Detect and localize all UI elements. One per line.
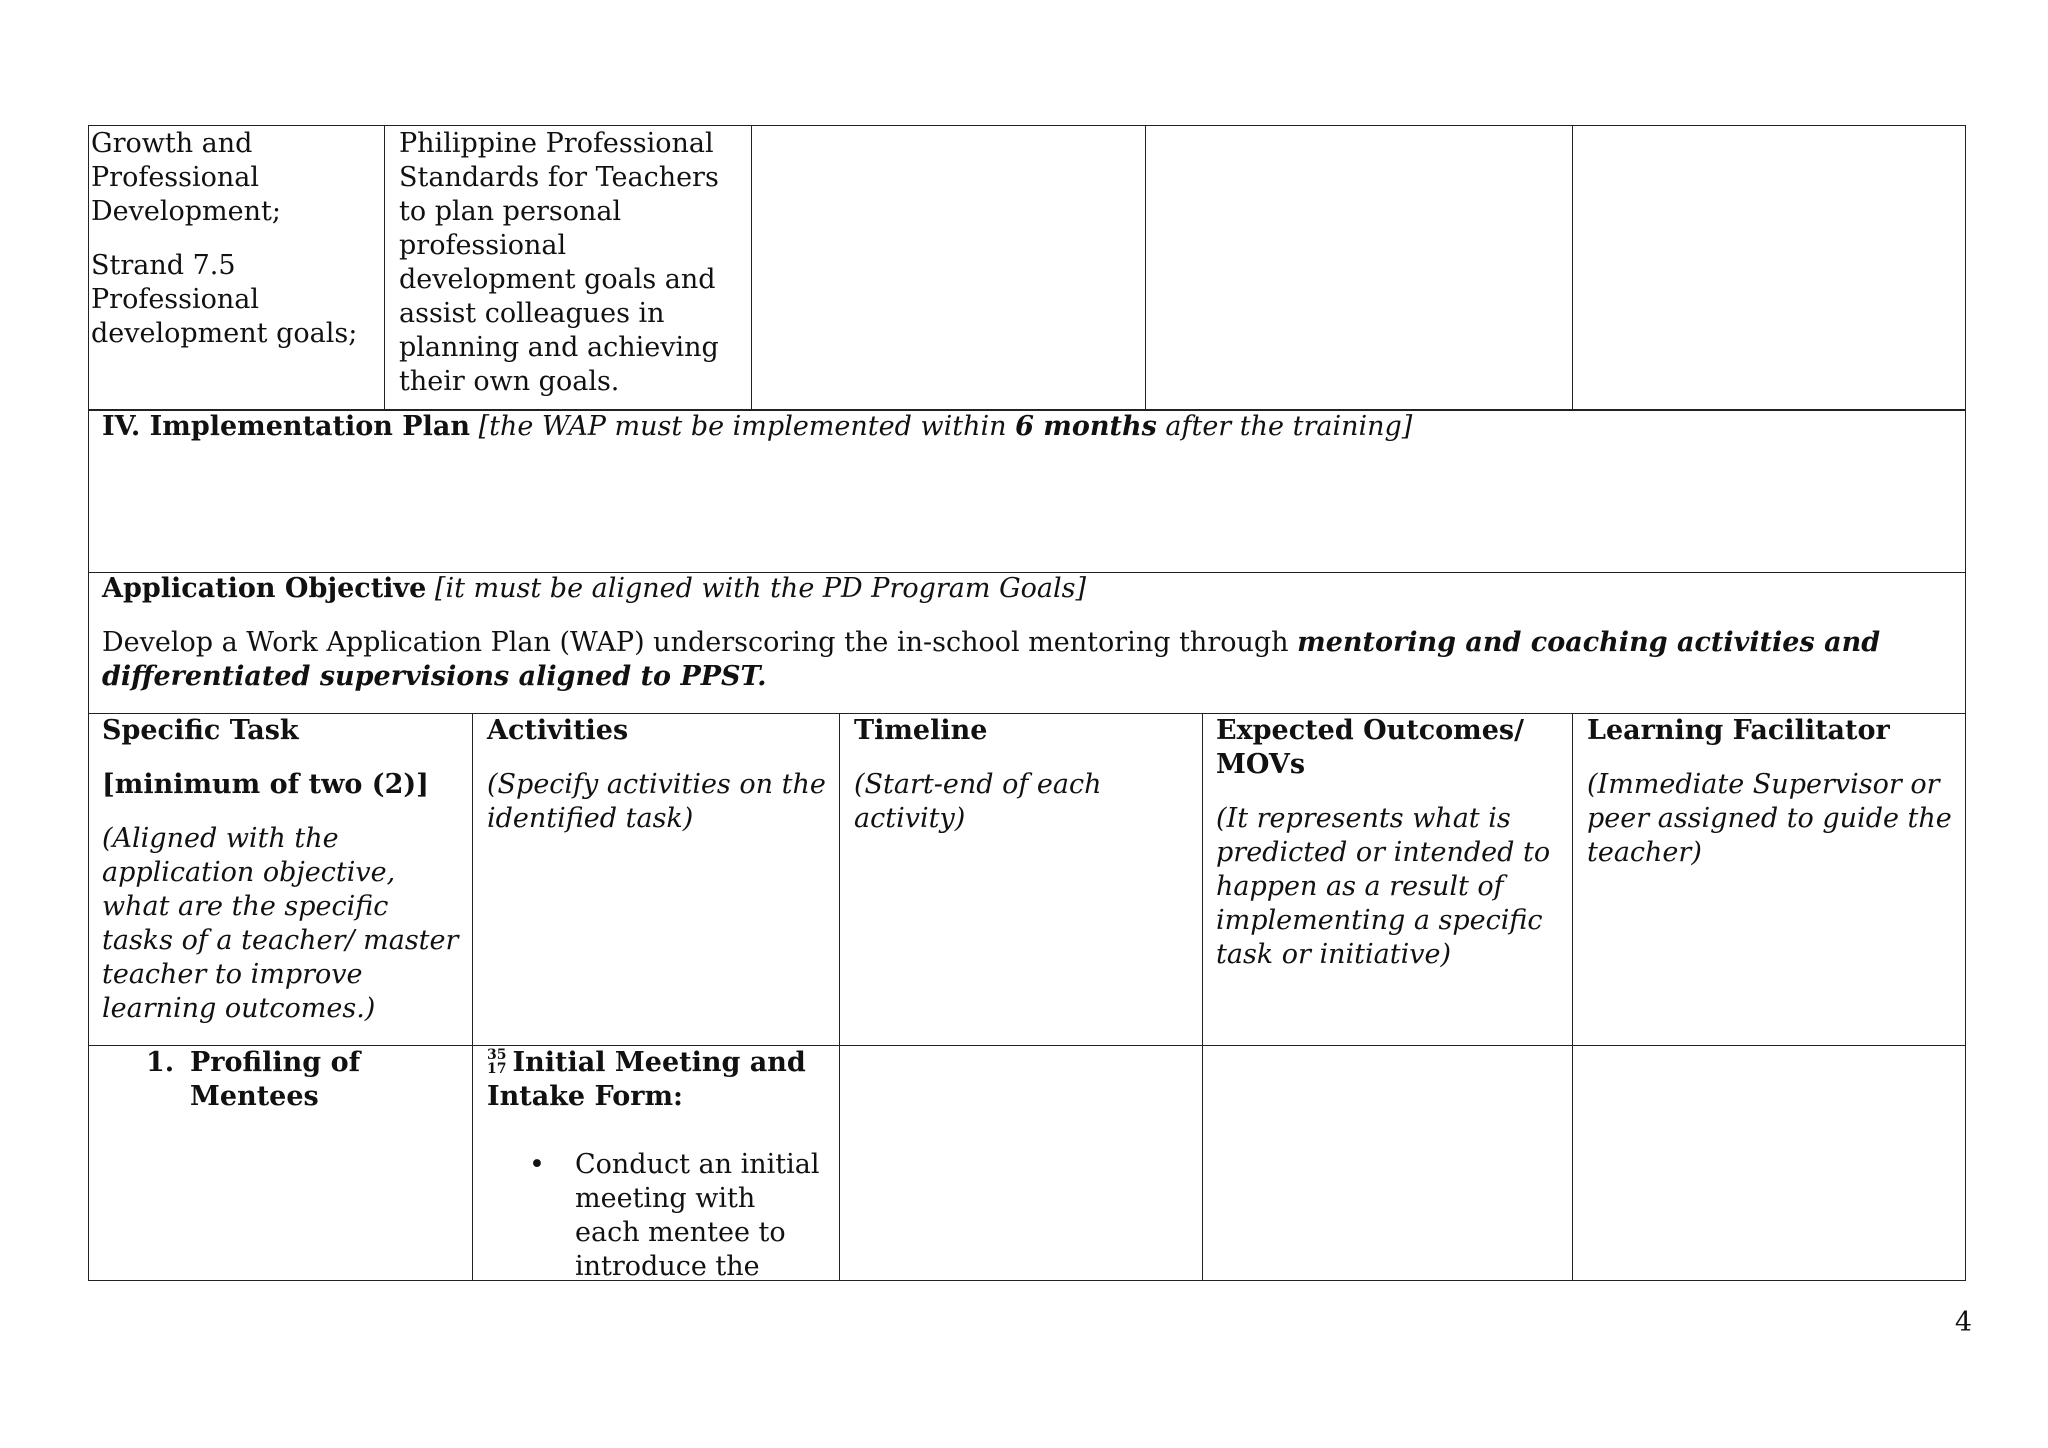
implementation-note: [the WAP must be implemented within	[478, 411, 1007, 442]
table-top-divider	[1145, 125, 1146, 410]
objective-cell	[399, 127, 744, 399]
table-plan-divider	[1202, 713, 1203, 1281]
table-top-divider	[1572, 125, 1573, 410]
implementation-heading: IV. Implementation Plan	[102, 411, 470, 442]
header-learning-facilitator	[1587, 714, 1957, 870]
header-specific-task	[102, 714, 462, 1026]
header-subtitle: [minimum of two (2)]	[102, 769, 429, 800]
header-activities	[487, 714, 827, 836]
header-title: Expected Outcomes/ MOVs	[1216, 715, 1524, 780]
implementation-plan	[102, 410, 1952, 444]
header-description: (Start-end of each activity)	[854, 769, 1102, 834]
objective-text: Philippine Professional Standards for Teachers to plan personal professional development goals and assist colleagues in planning and achieving their own goals.	[399, 128, 719, 397]
competency-cell	[91, 127, 379, 351]
header-description: (Specify activities on the identified task)	[487, 769, 826, 834]
application-note: [it must be aligned with the PD Program Goals]	[434, 573, 1087, 604]
bullet-icon: •	[529, 1149, 545, 1180]
activity-heading: Initial Meeting and Intake Form:	[487, 1047, 806, 1112]
header-title: Specific Task	[102, 715, 299, 746]
table-plan-divider	[472, 713, 473, 1281]
header-title: Activities	[487, 715, 629, 746]
table-top-divider	[751, 125, 752, 410]
strand-text: Strand 7.5 Professional development goals;	[91, 250, 358, 349]
table-plan-divider	[839, 713, 840, 1281]
header-title: Learning Facilitator	[1587, 715, 1890, 746]
header-expected-outcomes	[1216, 714, 1561, 972]
implementation-note-end: after the training]	[1165, 411, 1413, 442]
header-description: (Immediate Supervisor or peer assigned to guide the teacher)	[1587, 769, 1952, 868]
table-plan-divider	[1572, 713, 1573, 1281]
task-number: 1.	[146, 1047, 175, 1078]
application-body: Develop a Work Application Plan (WAP) underscoring the in-school mentoring through	[102, 627, 1289, 658]
task-name: Profiling of Mentees	[190, 1047, 361, 1112]
header-timeline	[854, 714, 1189, 836]
header-description: (It represents what is predicted or intended to happen as a result of implementing a specific task or initiative)	[1216, 803, 1551, 970]
list-item	[487, 1148, 827, 1284]
competency-text: Growth and Professional Development;	[91, 128, 281, 227]
page-number: 4	[1954, 1307, 1972, 1338]
header-description: (Aligned with the application objective, what are the specific tasks of a teacher/ master teacher to improve learning outcomes.)	[102, 823, 459, 1024]
application-body-emphasis: mentoring and coaching activities and differentiated supervisions aligned to PPST.	[102, 627, 1881, 692]
table-top-divider	[384, 125, 385, 410]
implementation-duration: 6 months	[1015, 411, 1157, 442]
application-objective	[102, 572, 1952, 694]
activity-cell	[487, 1046, 827, 1284]
fraction-glyph: 35 17	[487, 1047, 507, 1077]
header-title: Timeline	[854, 715, 988, 746]
application-heading: Application Objective	[102, 573, 427, 604]
bullet-text: Conduct an initial meeting with each mentee to introduce the	[575, 1149, 820, 1282]
